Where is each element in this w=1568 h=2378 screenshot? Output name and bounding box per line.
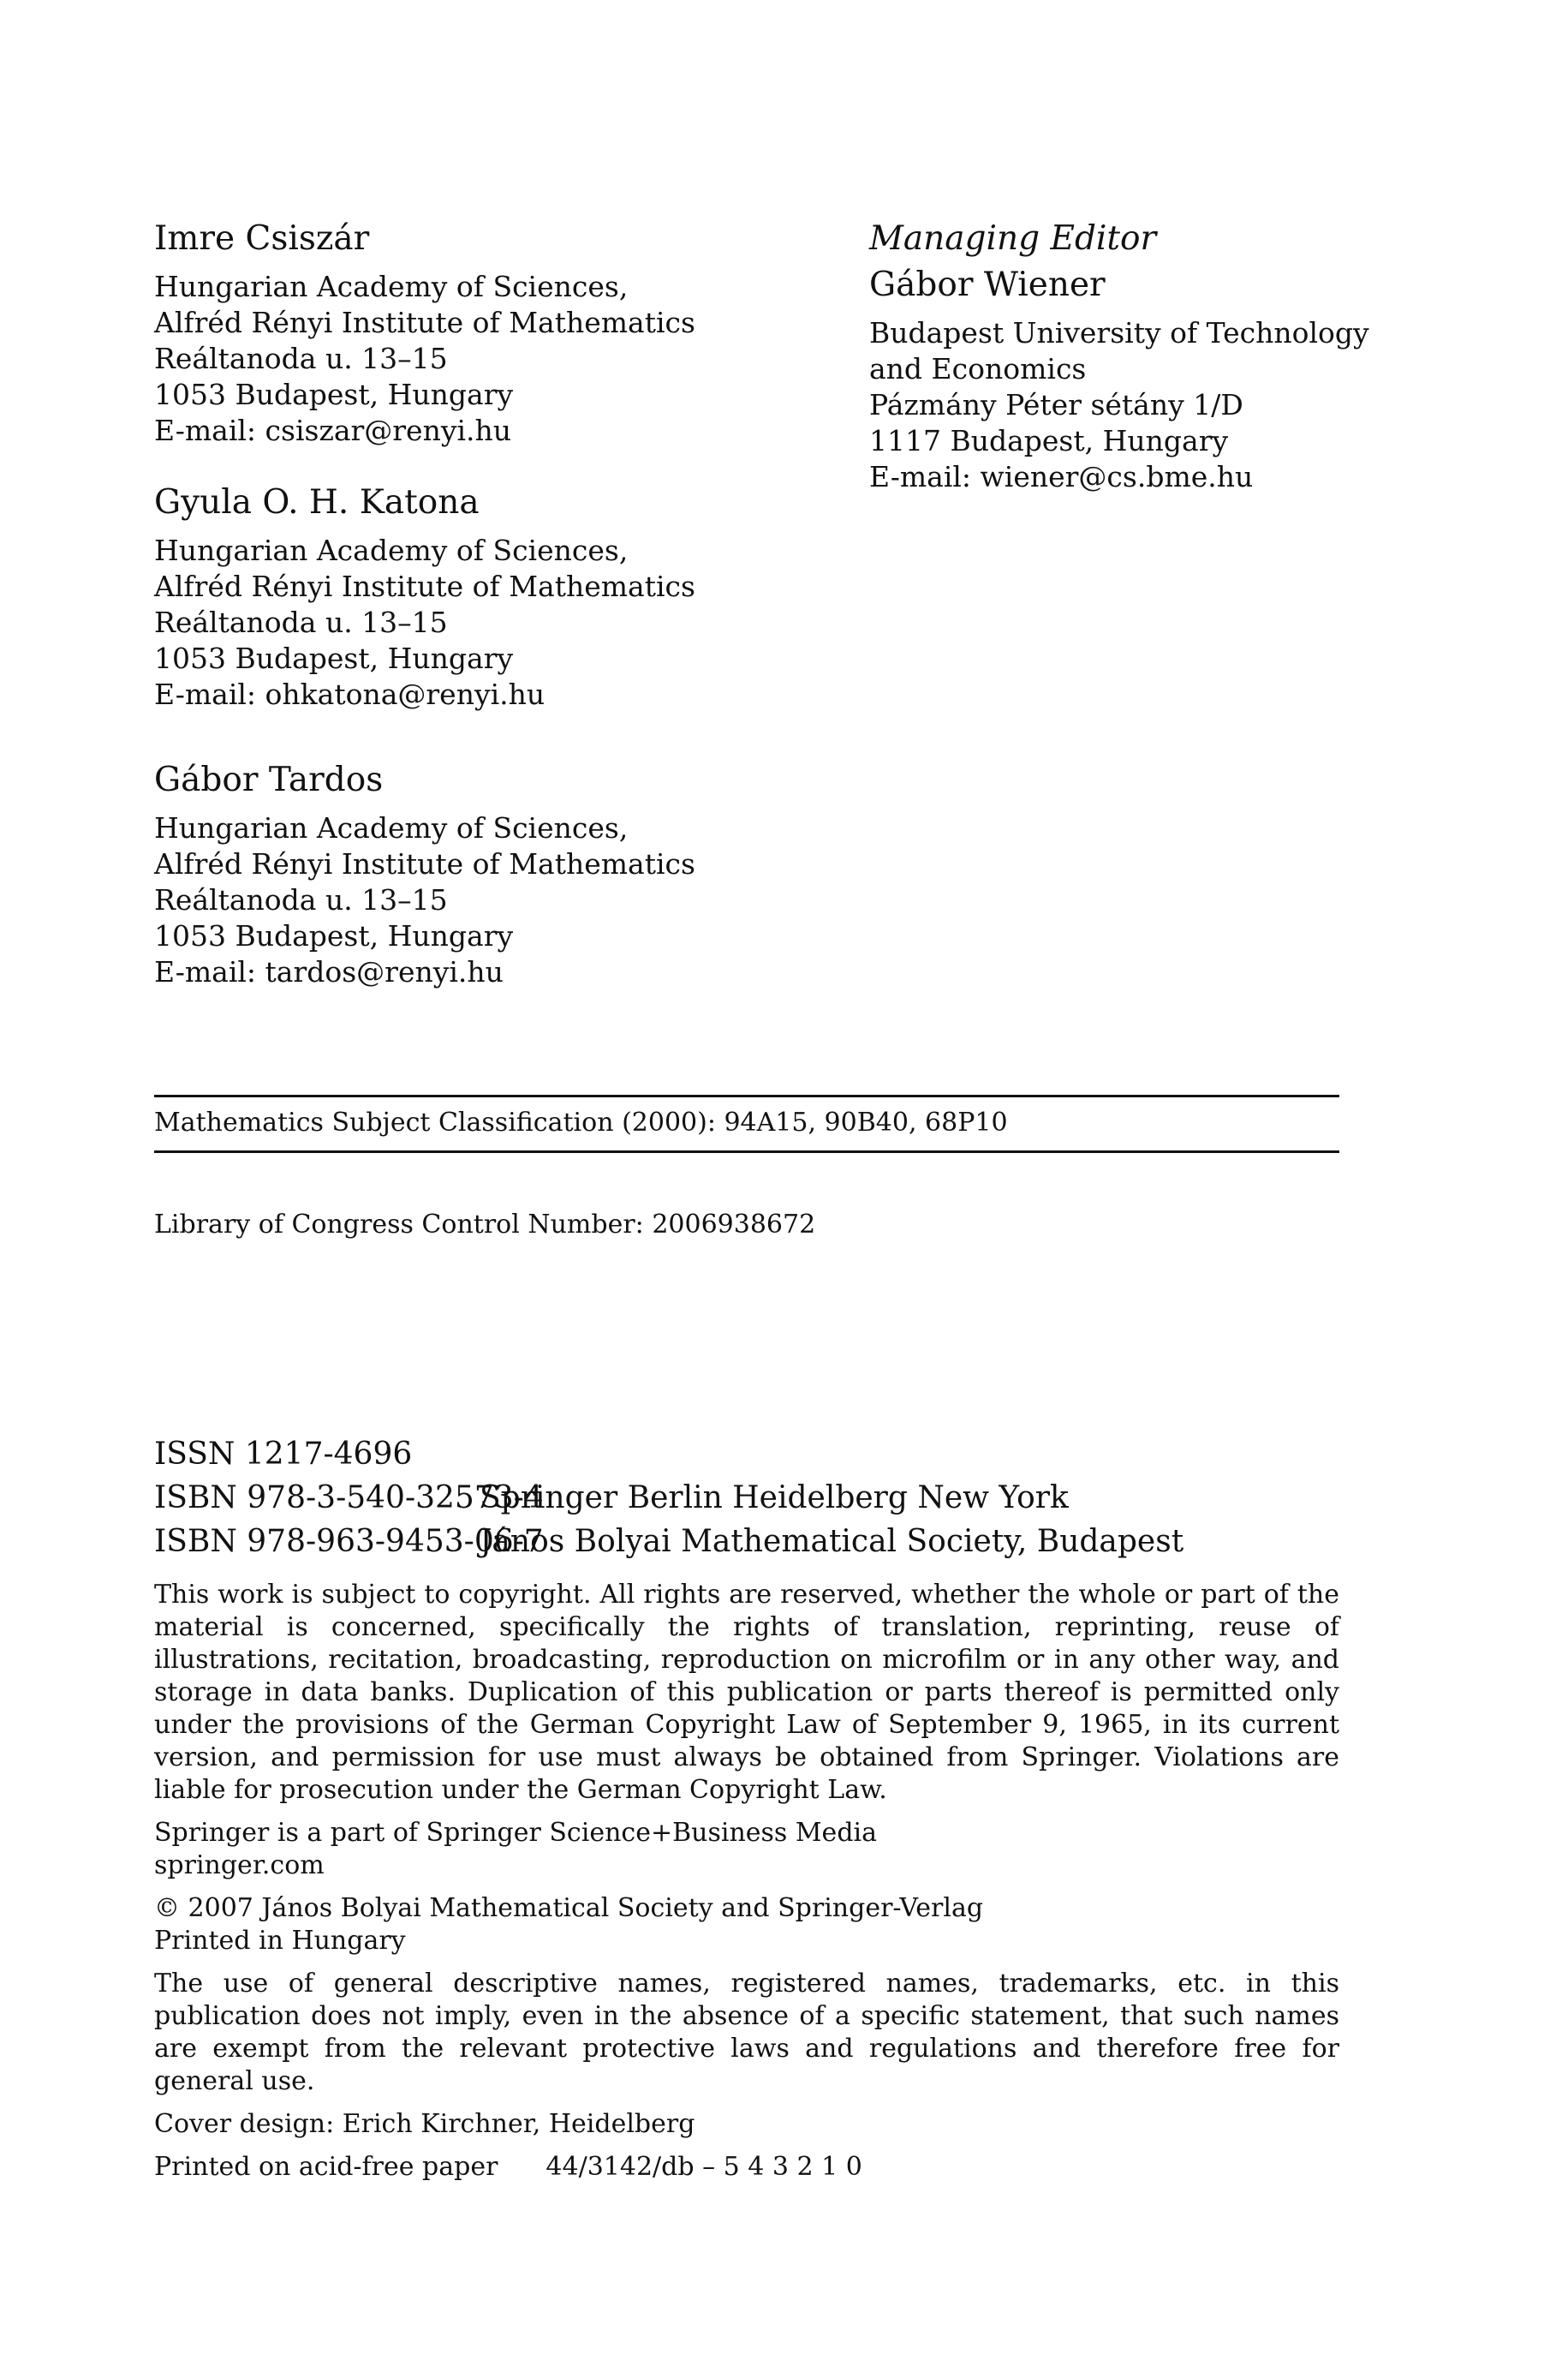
isbn-line — [154, 1476, 1183, 1520]
editor-city: 1053 Budapest, Hungary — [154, 919, 514, 953]
editor-block-katona — [154, 481, 856, 713]
isbn-block — [154, 1432, 1183, 1563]
library-of-congress-number: Library of Congress Control Number: 2006938672 — [154, 1210, 816, 1240]
editor-city: 1053 Budapest, Hungary — [154, 642, 514, 675]
editor-institute: Alfréd Rényi Institute of Mathematics — [154, 847, 695, 881]
editor-institute: Alfréd Rényi Institute of Mathematics — [154, 570, 695, 603]
managing-editor-affiliation: Budapest University of Technology — [869, 316, 1369, 350]
classification-rule-bottom — [154, 1150, 1339, 1153]
isbn-number: ISBN 978-963-9453-06-7 — [154, 1524, 544, 1559]
subject-classification: Mathematics Subject Classification (2000): 94A15, 90B40, 68P10 — [154, 1108, 1008, 1138]
print-code: 44/3142/db – 5 4 3 2 1 0 — [546, 2152, 862, 2182]
managing-editor-name: Gábor Wiener — [869, 266, 1106, 304]
springer-group — [154, 1817, 1339, 1882]
editor-street: Reáltanoda u. 13–15 — [154, 883, 448, 917]
editor-name: Imre Csiszár — [154, 219, 370, 258]
editor-city: 1053 Budapest, Hungary — [154, 378, 514, 411]
managing-editor-block — [869, 218, 1568, 495]
acid-free-paper: Printed on acid-free paper — [154, 2152, 498, 2182]
cover-design: Cover design: Erich Kirchner, Heidelberg — [154, 2109, 695, 2139]
editor-name: Gábor Tardos — [154, 761, 384, 799]
editor-street: Reáltanoda u. 13–15 — [154, 606, 448, 639]
editor-name: Gyula O. H. Katona — [154, 483, 480, 522]
editor-email: E-mail: csiszar@renyi.hu — [154, 414, 512, 447]
managing-editor-city: 1117 Budapest, Hungary — [869, 424, 1229, 457]
copyright-notice: This work is subject to copyright. All rights are reserved, whether the whole or part of the material is concerned, specifically the rights of translation, reprinting, reuse of illustrations, recitation, broadcasting, reproduction on microfilm or in any other way, and storage in data banks. Duplication of this publication or parts thereof is permitted only under the provisions of the German Copyright Law of September 9, 1965, in its current version, and permission for use must always be obtained from Springer. Violations are liable for prosecution under the German Copyright Law. — [154, 1580, 1339, 1805]
printed-in: Printed in Hungary — [154, 1926, 406, 1956]
springer-media: Springer is a part of Springer Science+Business Media — [154, 1818, 877, 1848]
editor-email: E-mail: ohkatona@renyi.hu — [154, 678, 546, 711]
legal-notices — [154, 1579, 1339, 2184]
editor-street: Reáltanoda u. 13–15 — [154, 342, 448, 375]
isbn-number: ISBN 978-3-540-32573-4 — [154, 1480, 544, 1515]
issn: ISSN 1217-4696 — [154, 1437, 413, 1472]
managing-editor-affiliation-cont: and Economics — [869, 352, 1087, 385]
managing-editor-street: Pázmány Péter sétány 1/D — [869, 388, 1243, 421]
editor-block-tardos — [154, 759, 856, 990]
isbn-publisher: János Bolyai Mathematical Society, Budapest — [480, 1524, 1184, 1559]
copyright-line: © 2007 János Bolyai Mathematical Society and Springer-Verlag — [154, 1893, 984, 1923]
editor-affiliation: Hungarian Academy of Sciences, — [154, 534, 629, 567]
managing-editor-email: E-mail: wiener@cs.bme.hu — [869, 460, 1254, 493]
paper-line — [154, 2151, 1339, 2184]
editor-affiliation: Hungarian Academy of Sciences, — [154, 811, 629, 845]
copyright-group — [154, 1892, 1339, 1957]
editor-institute: Alfréd Rényi Institute of Mathematics — [154, 306, 695, 339]
editor-block-csiszar — [154, 218, 856, 449]
editor-affiliation: Hungarian Academy of Sciences, — [154, 270, 629, 303]
trademark-notice: The use of general descriptive names, registered names, trademarks, etc. in this publication does not imply, even in the absence of a specific statement, that such names are exempt from the relevant protective laws and regulations and therefore free for general use. — [154, 1969, 1339, 2096]
managing-editor-role: Managing Editor — [869, 219, 1157, 258]
editor-email: E-mail: tardos@renyi.hu — [154, 955, 504, 989]
cover-design-group — [154, 2108, 1339, 2141]
isbn-publisher: Springer Berlin Heidelberg New York — [480, 1480, 1069, 1515]
isbn-line — [154, 1520, 1183, 1563]
springer-url: springer.com — [154, 1850, 325, 1880]
classification-rule-top — [154, 1095, 1339, 1097]
